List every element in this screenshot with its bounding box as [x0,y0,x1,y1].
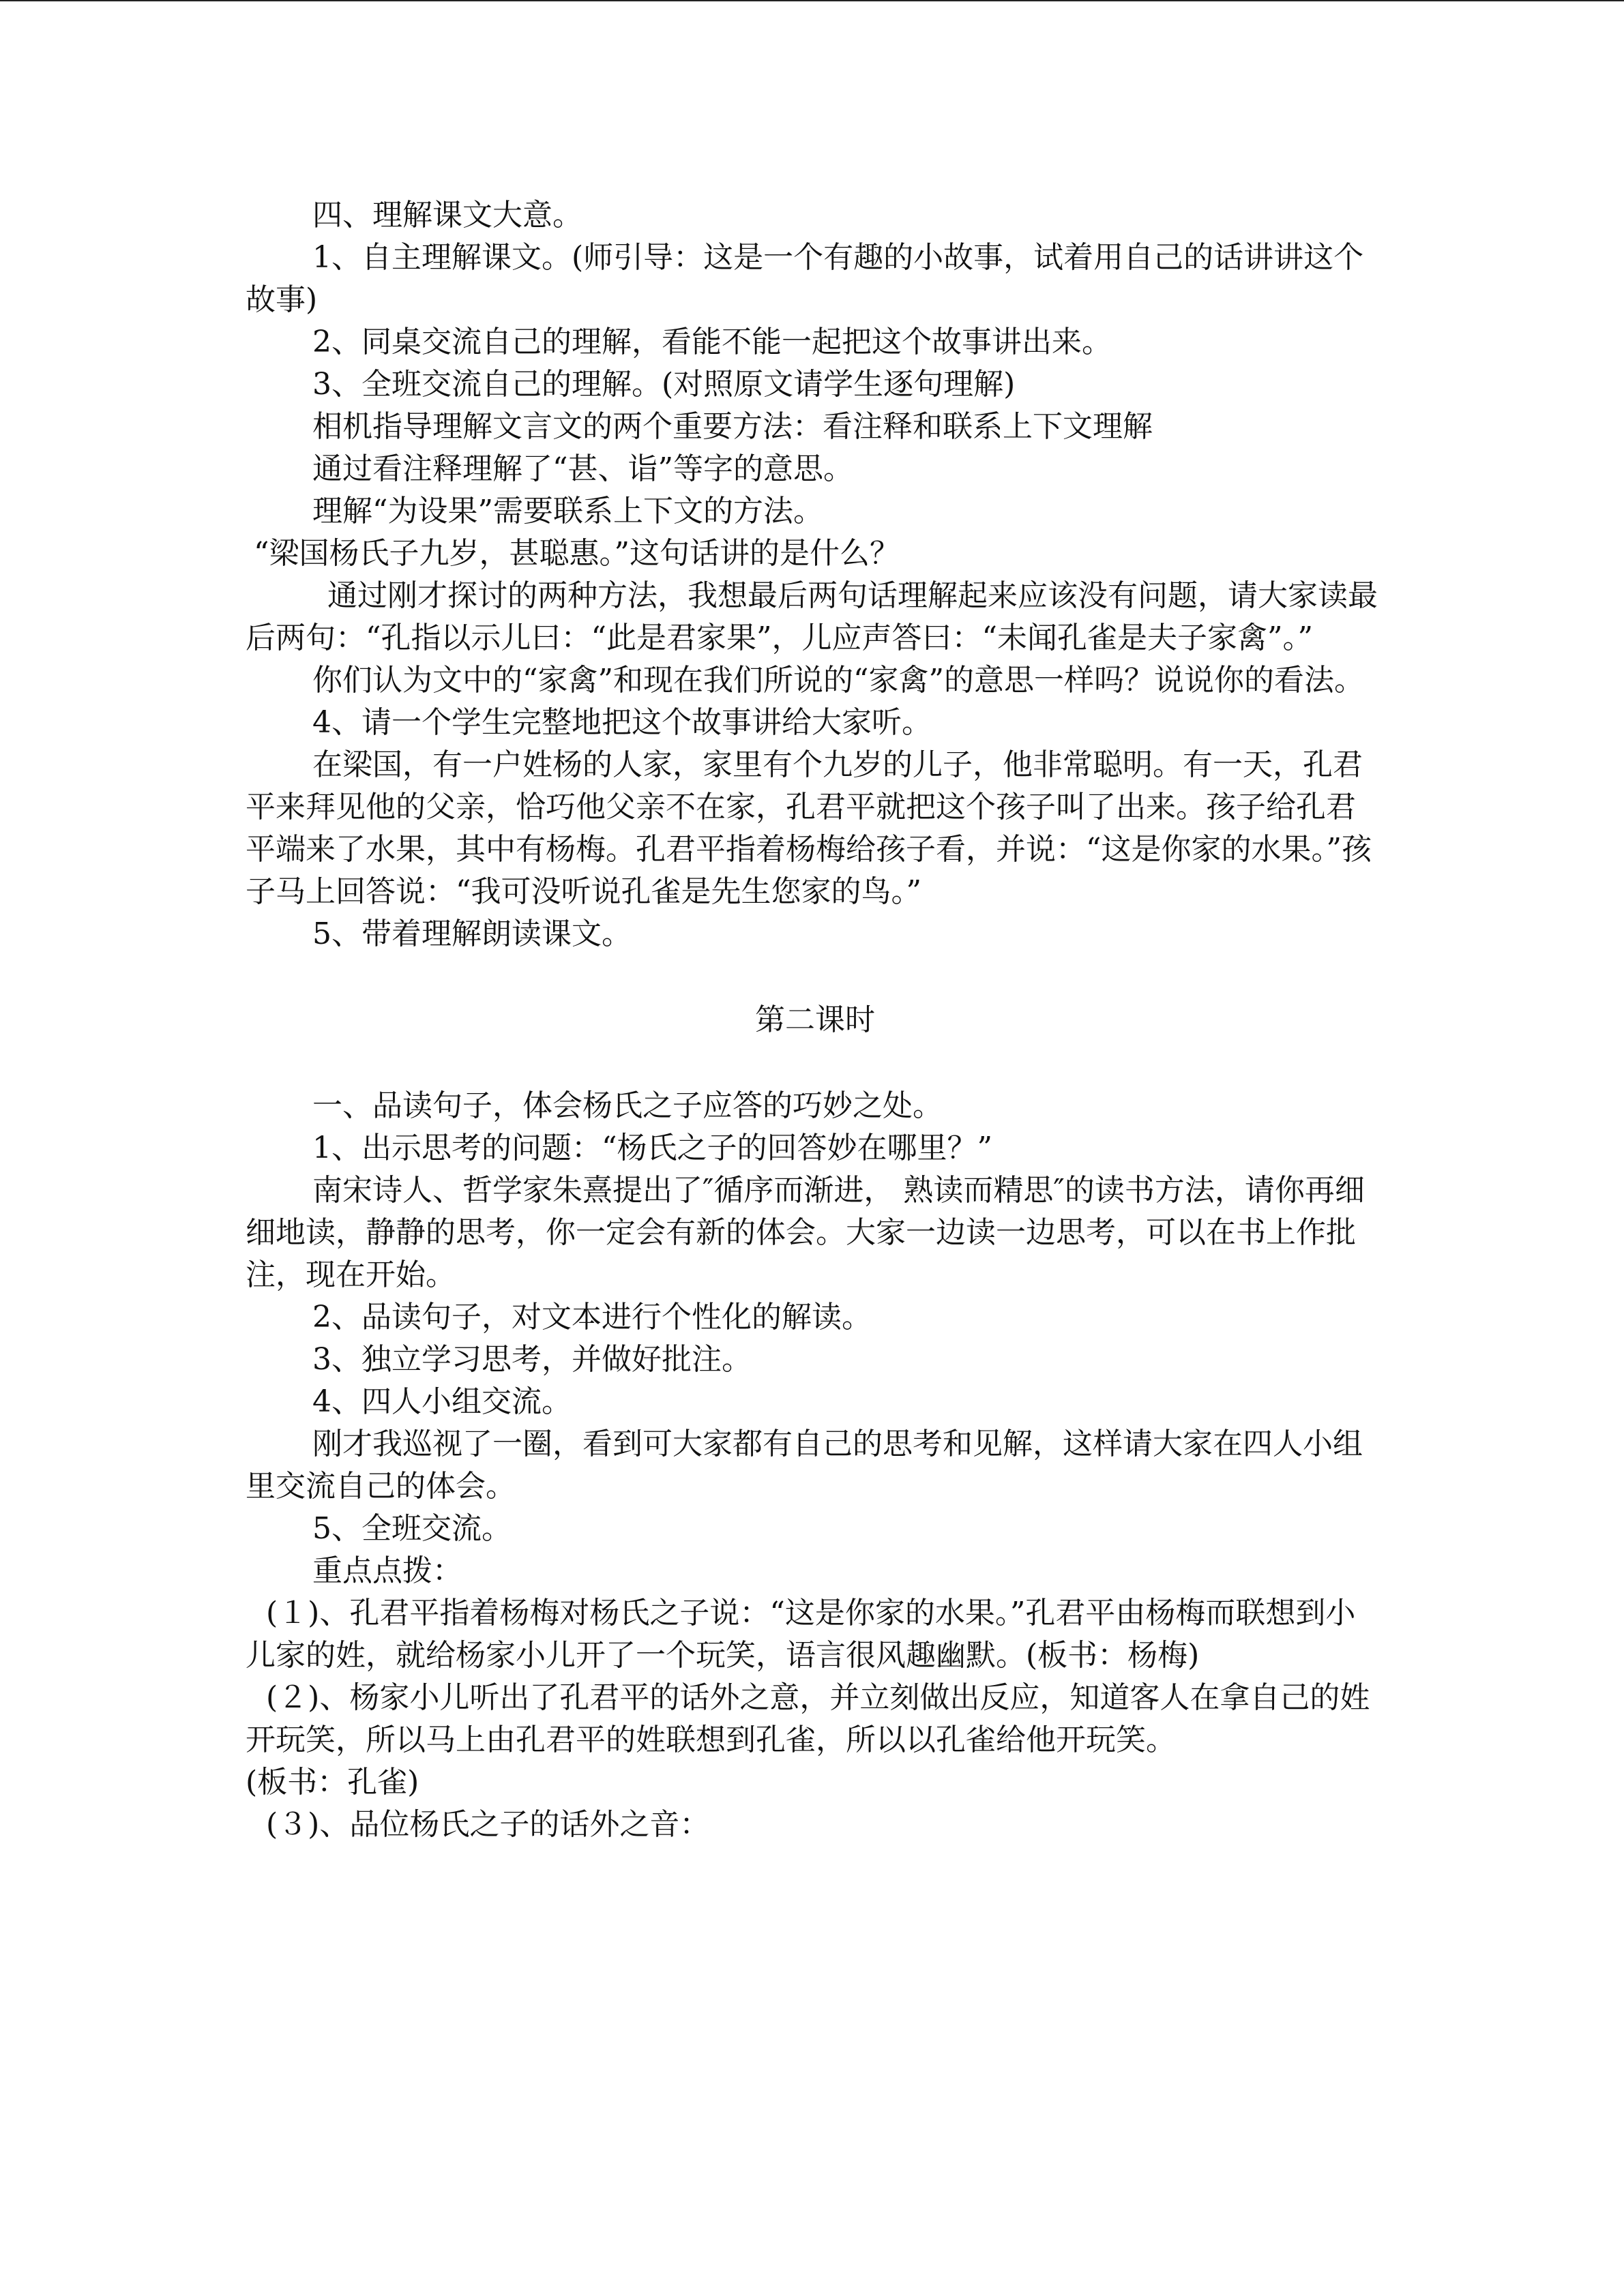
paragraph: 一、品读句子，体会杨氏之子应答的巧妙之处。 [312,1088,943,1123]
paragraph: 重点点拨： [312,1553,462,1588]
paragraph: 4、四人小组交流。 [312,1384,572,1419]
paragraph: 刚才我巡视了一圈，看到可大家都有自己的思考和见解，这样请大家在四人小组里交流自己的体会。 [246,1427,1363,1504]
heading-understand-meaning: 四、理解课文大意。 [312,198,582,233]
paragraph: 5、全班交流。 [312,1511,512,1546]
top-border-line [0,0,1624,1]
paragraph: 2、品读句子，对文本进行个性化的解读。 [312,1300,872,1335]
paragraph: (３)、品位杨氏之子的话外之音： [266,1807,710,1842]
paragraph: (１)、孔君平指着杨梅对杨氏之子说：“这是你家的水果。”孔君平由杨梅而联想到小儿家的姓，就给杨家小儿开了一个玩笑，语言很风趣幽默。(板书：杨梅) [246,1596,1356,1673]
section-title: 第二课时 [755,1002,875,1037]
paragraph: 理解“为设果”需要联系上下文的方法。 [312,494,823,528]
paragraph: “梁国杨氏子九岁，甚聪惠。”这句话讲的是什么？ [254,536,900,571]
paragraph: 1、出示思考的问题：“杨氏之子的回答妙在哪里？” [312,1131,992,1165]
paragraph: 相机指导理解文言文的两个重要方法：看注释和联系上下文理解 [312,409,1153,444]
paragraph: 通过刚才探讨的两种方法，我想最后两句话理解起来应该没有问题，请大家读最后两句：“孔指以示儿曰：“此是君家果”，儿应声答曰：“未闻孔雀是夫子家禽”。” [246,578,1378,655]
paragraph: 2、同桌交流自己的理解，看能不能一起把这个故事讲出来。 [312,325,1112,359]
paragraph: 3、独立学习思考，并做好批注。 [312,1342,752,1377]
paragraph: 5、带着理解朗读课文。 [312,916,632,951]
paragraph: 1、自主理解课文。(师引导：这是一个有趣的小故事，试着用自己的话讲讲这个故事) [246,240,1364,317]
paragraph: 4、请一个学生完整地把这个故事讲给大家听。 [312,705,932,740]
story-retelling-paragraph: 在梁国，有一户姓杨的人家，家里有个九岁的儿子，他非常聪明。有一天，孔君平来拜见他的父亲，恰巧他父亲不在家，孔君平就把这个孩子叫了出来。孩子给孔君平端来了水果，其中有杨梅。孔君平指着杨梅给孩子看，并说：“这是你家的水果。”孩子马上回答说：“我可没听说孔雀是先生您家的鸟。” [246,747,1372,909]
paragraph: 你们认为文中的“家禽”和现在我们所说的“家禽”的意思一样吗？说说你的看法。 [312,663,1364,698]
document-page [246,194,1385,1846]
paragraph: 通过看注释理解了“甚、诣”等字的意思。 [312,451,853,486]
paragraph: (板书：孔雀) [246,1765,419,1800]
paragraph: 南宋诗人、哲学家朱熹提出了″循序而渐进， 熟读而精思″的读书方法，请你再细细地读，静静的思考，你一定会有新的体会。大家一边读一边思考，可以在书上作批注，现在开始。 [246,1173,1365,1292]
paragraph: (２)、杨家小儿听出了孔君平的话外之意，并立刻做出反应，知道客人在拿自己的姓开玩笑，所以马上由孔君平的姓联想到孔雀，所以以孔雀给他开玩笑。 [246,1680,1370,1757]
paragraph: 3、全班交流自己的理解。(对照原文请学生逐句理解) [312,367,1016,402]
